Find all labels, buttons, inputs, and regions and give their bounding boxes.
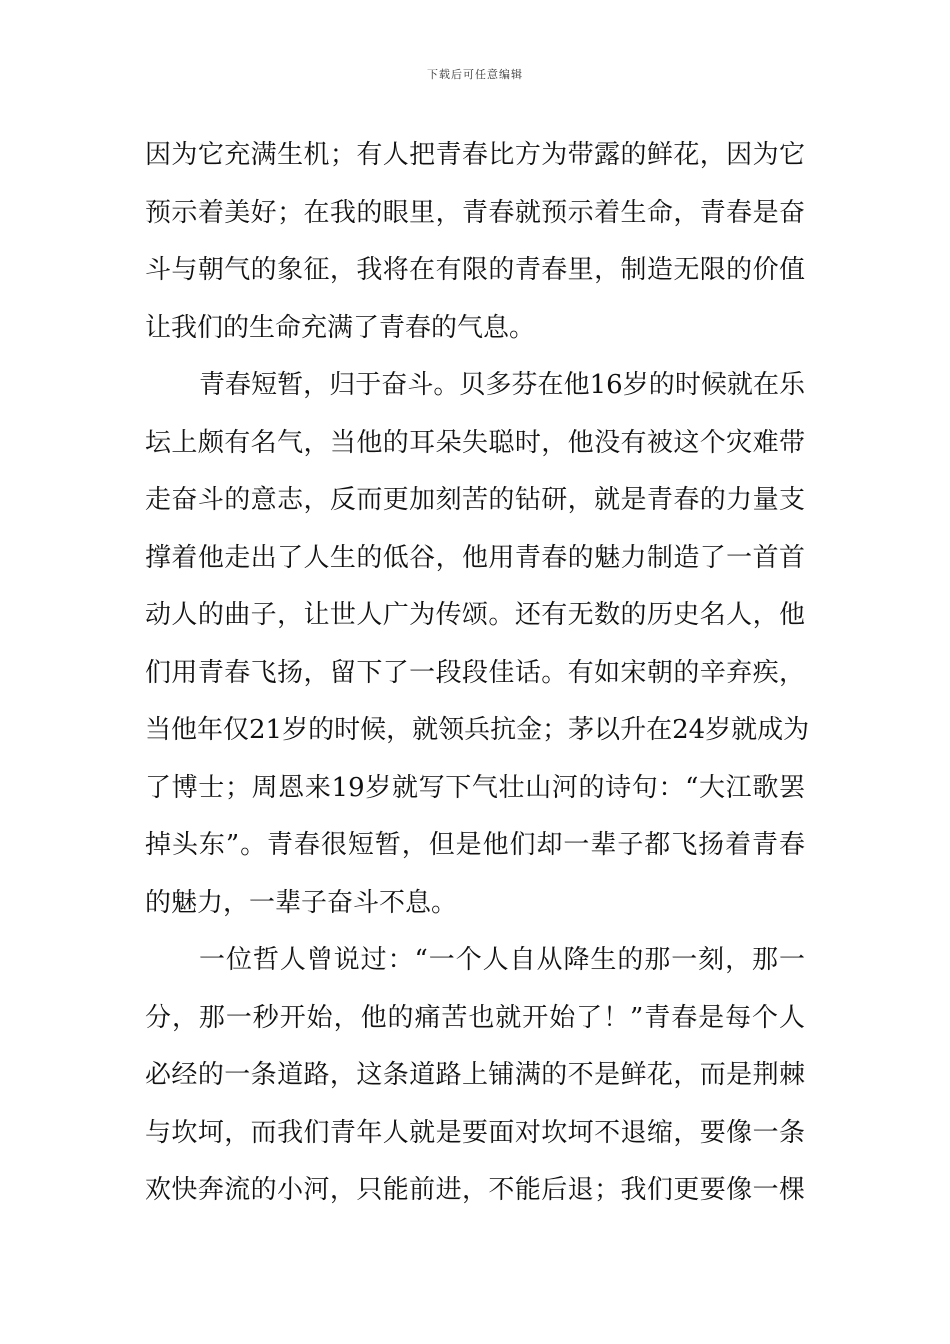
body-text <box>145 127 810 1220</box>
text-line: 当他年仅21岁的时候，就领兵抗金；茅以升在24岁就成为 <box>145 715 810 745</box>
text-line: 分，那一秒开始，他的痛苦也就开始了！”青春是每个人 <box>145 1002 805 1033</box>
text-line: 掉头东”。青春很短暂，但是他们却一辈子都飞扬着青春 <box>145 830 805 860</box>
text-line: 青春短暂，归于奋斗。贝多芬在他16岁的时候就在乐 <box>199 370 805 400</box>
text-line: 动人的曲子，让世人广为传颂。还有无数的历史名人，他 <box>145 600 805 630</box>
text-line: 的魅力，一辈子奋斗不息。 <box>145 887 458 918</box>
text-line: 与坎坷，而我们青年人就是要面对坎坷不退缩，要像一条 <box>145 1117 805 1148</box>
text-line: 撑着他走出了人生的低谷，他用青春的魅力制造了一首首 <box>145 542 805 573</box>
text-line: 欢快奔流的小河，只能前进，不能后退；我们更要像一棵 <box>145 1175 805 1205</box>
text-line: 们用青春飞扬，留下了一段段佳话。有如宋朝的辛弃疾， <box>145 657 805 688</box>
text-line: 让我们的生命充满了青春的气息。 <box>145 312 536 343</box>
text-line: 必经的一条道路，这条道路上铺满的不是鲜花，而是荆棘 <box>145 1060 805 1090</box>
text-line: 走奋斗的意志，反而更加刻苦的钻研，就是青春的力量支 <box>145 485 805 515</box>
page-header: 下载后可任意编辑 <box>427 68 523 81</box>
text-line: 一位哲人曾说过：“一个人自从降生的那一刻，那一 <box>199 945 805 975</box>
text-line: 因为它充满生机；有人把青春比方为带露的鲜花，因为它 <box>145 140 805 170</box>
text-line: 预示着美好；在我的眼里，青春就预示着生命，青春是奋 <box>145 197 805 228</box>
text-line: 斗与朝气的象征，我将在有限的青春里，制造无限的价值 <box>145 255 805 285</box>
text-line: 了博士；周恩来19岁就写下气壮山河的诗句：“大江歌罢 <box>145 772 805 803</box>
text-line: 坛上颇有名气，当他的耳朵失聪时，他没有被这个灾难带 <box>145 427 805 458</box>
